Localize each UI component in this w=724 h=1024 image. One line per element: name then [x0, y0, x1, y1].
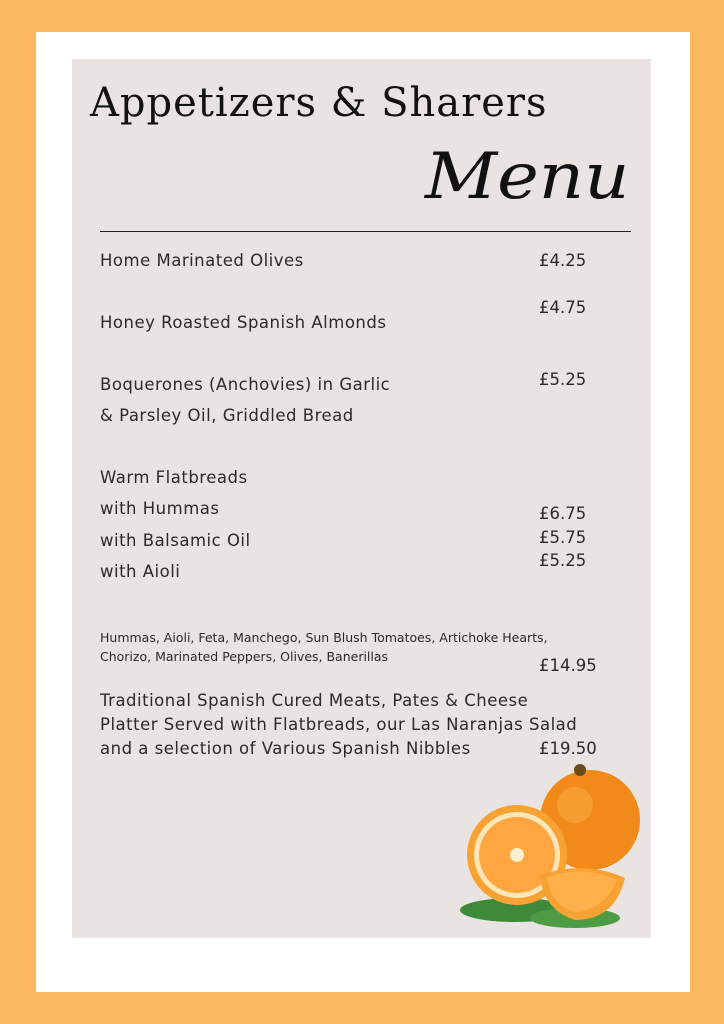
item-name: and a selection of Various Spanish Nibbles: [100, 739, 471, 758]
item-price: £4.75: [539, 298, 587, 317]
item-price: £5.25: [539, 370, 587, 389]
divider: [100, 231, 631, 232]
option-name: with Aioli: [100, 562, 181, 581]
page-title: Appetizers & Sharers: [90, 80, 548, 126]
item-name: & Parsley Oil, Griddled Bread: [100, 406, 354, 425]
item-name: Boquerones (Anchovies) in Garlic: [100, 375, 391, 394]
item-name: Traditional Spanish Cured Meats, Pates & Cheese: [100, 691, 529, 710]
menu-script-title: Menu: [425, 140, 630, 214]
option-name: with Balsamic Oil: [100, 531, 251, 550]
option-price: £6.75: [539, 504, 587, 523]
item-name: Home Marinated Olives: [100, 251, 304, 270]
item-name: Platter Served with Flatbreads, our Las Naranjas Salad: [100, 715, 578, 734]
oranges-illustration: [455, 760, 645, 935]
item-price: £4.25: [539, 251, 587, 270]
item-description: Hummas, Aioli, Feta, Manchego, Sun Blush Tomatoes, Artichoke Hearts,: [100, 630, 548, 645]
item-name: Warm Flatbreads: [100, 468, 248, 487]
item-description: Chorizo, Marinated Peppers, Olives, Banerillas: [100, 649, 389, 664]
item-name: Honey Roasted Spanish Almonds: [100, 313, 387, 332]
option-price: £5.75: [539, 528, 587, 547]
item-price: £19.50: [539, 739, 597, 758]
option-price: £5.25: [539, 551, 587, 570]
option-name: with Hummas: [100, 499, 220, 518]
item-price: £14.95: [539, 656, 597, 675]
